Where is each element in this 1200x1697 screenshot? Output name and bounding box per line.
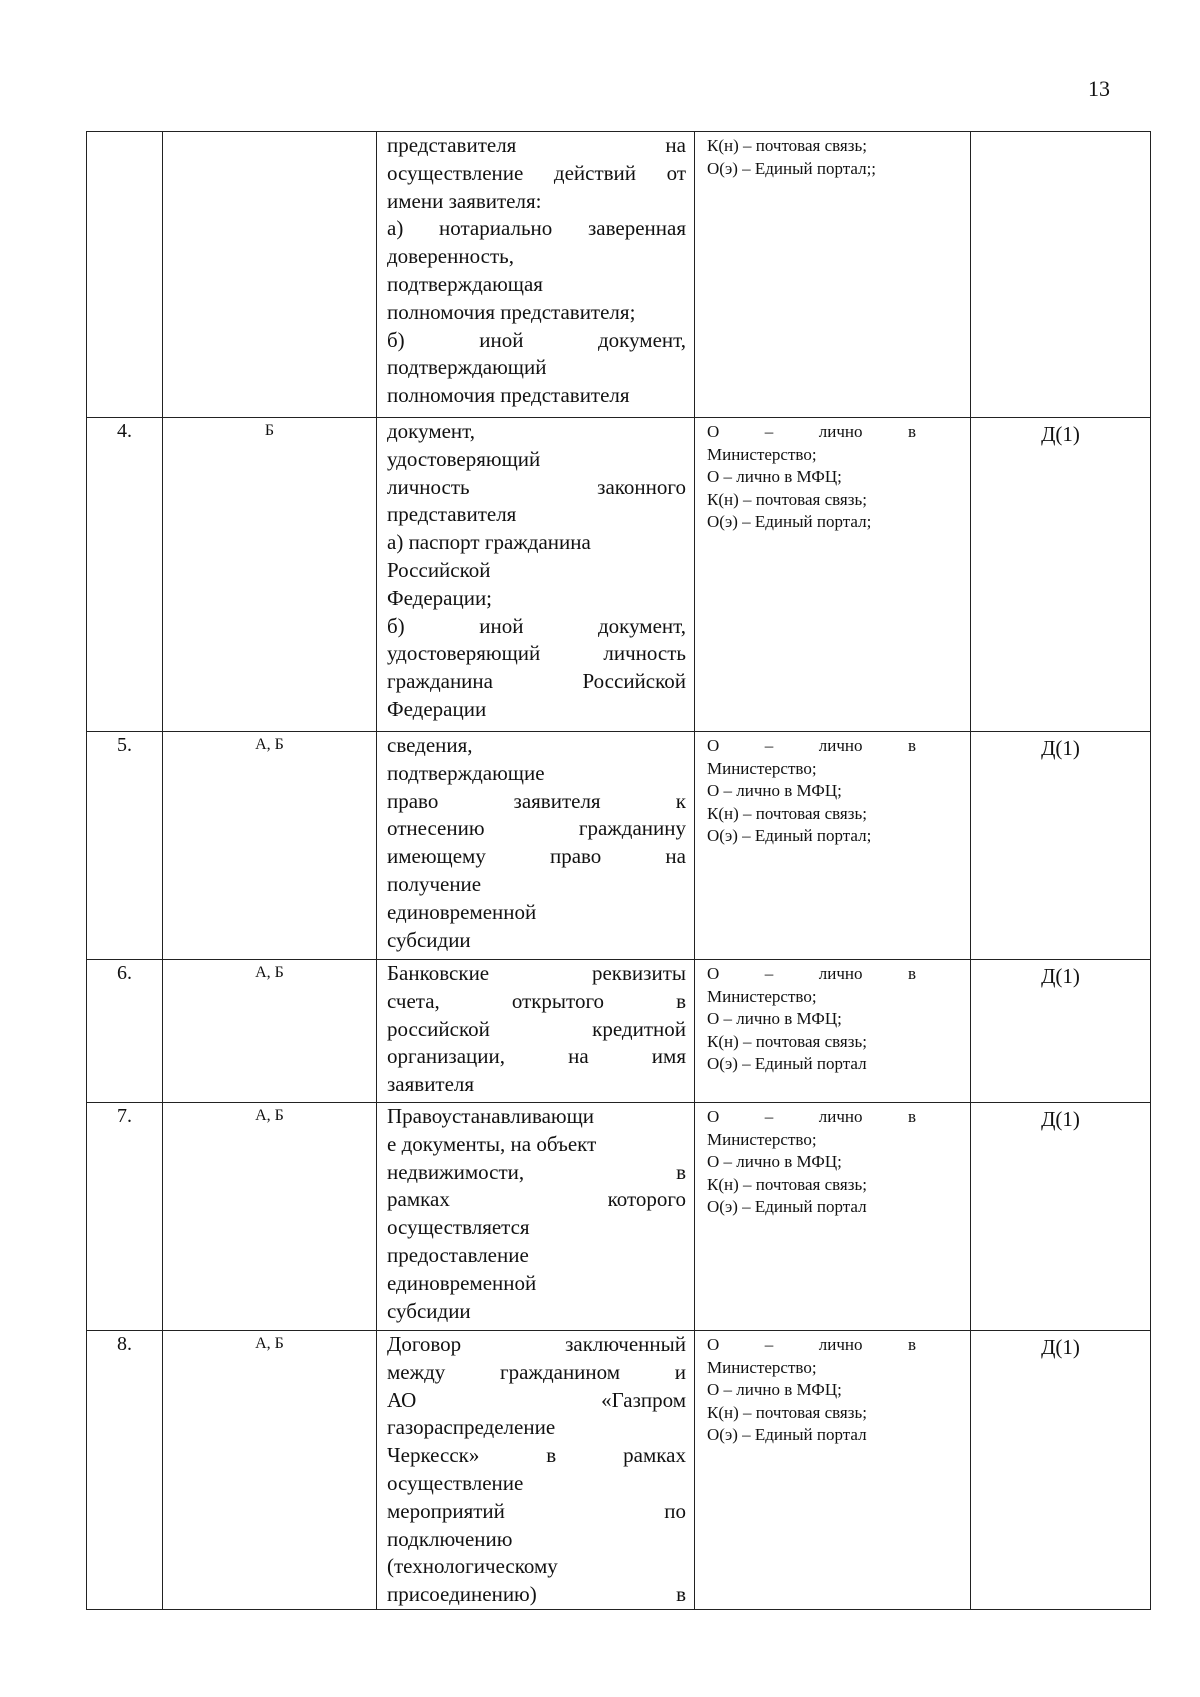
document-name-line: а) паспорт гражданина [387, 530, 591, 555]
document-name-line: осуществление [387, 1470, 524, 1495]
document-name-line: е документы, на объект [387, 1131, 597, 1156]
document-name-line: единовременной [387, 1270, 537, 1295]
documents-table [86, 131, 1151, 1610]
document-name-line: заявителя [387, 1072, 475, 1097]
submission-method-line: Министерство; [707, 986, 817, 1006]
submission-method-line: К(н) – почтовая связь; [707, 1031, 867, 1051]
row-number-cell [87, 132, 163, 418]
submission-method-line: О(э) – Единый портал [707, 1054, 867, 1073]
document-name-line: удостоверяющий личность [387, 641, 686, 666]
submission-method-cell [695, 1331, 971, 1610]
document-name-line: Черкесск» в рамках [387, 1443, 686, 1468]
document-name-line: полномочия представителя; [387, 299, 636, 324]
document-name-line: субсидии [387, 927, 471, 952]
document-name-line: газораспределение [387, 1415, 556, 1440]
submission-method-line: О – лично в [707, 736, 916, 755]
submission-method-cell [695, 1103, 971, 1331]
document-name-line: присоединению) в [387, 1582, 686, 1607]
table-row [87, 1103, 1151, 1331]
row-number-cell: 4. [87, 418, 163, 732]
submission-method-cell [695, 732, 971, 960]
submission-method-line: О(э) – Единый портал [707, 1197, 867, 1216]
document-name-line: недвижимости, в [387, 1159, 686, 1184]
page-number: 13 [1088, 76, 1110, 101]
document-name-line: представителя на [387, 133, 686, 157]
table-row [87, 960, 1151, 1103]
result-code-cell [971, 132, 1151, 418]
document-name-line: АО «Газпром [387, 1387, 686, 1412]
submission-method-line: О – лично в МФЦ; [707, 781, 842, 800]
document-name-line: российской кредитной [387, 1016, 686, 1041]
document-name-line: б) иной документ, [387, 327, 686, 352]
document-name-line: единовременной [387, 899, 537, 924]
document-name-line: осуществляется [387, 1215, 530, 1240]
applicant-category-cell [163, 132, 377, 418]
document-name-line: предоставление [387, 1242, 529, 1267]
document-name-cell [377, 418, 695, 732]
submission-method-line: Министерство; [707, 758, 817, 778]
submission-method-cell [695, 418, 971, 732]
document-name-line: гражданина Российской [387, 669, 686, 694]
document-name-line: полномочия представителя [387, 383, 630, 408]
document-name-line: представителя [387, 502, 517, 527]
document-name-line: субсидии [387, 1298, 471, 1323]
applicant-category-cell: Б [163, 418, 377, 732]
submission-method-line: Министерство; [707, 1357, 817, 1377]
document-name-line: Договор заключенный [387, 1332, 686, 1356]
row-number-cell: 6. [87, 960, 163, 1103]
document-name-line: Правоустанавливающи [387, 1104, 595, 1128]
document-name-line: подключению [387, 1526, 513, 1551]
document-name-cell [377, 732, 695, 960]
document-name-line: удостоверяющий [387, 446, 541, 471]
submission-method-cell [695, 960, 971, 1103]
submission-method-line: О – лично в МФЦ; [707, 1380, 842, 1399]
submission-method-line: К(н) – почтовая связь; [707, 489, 867, 509]
applicant-category-cell: А, Б [163, 960, 377, 1103]
submission-method-line: К(н) – почтовая связь; [707, 1174, 867, 1194]
document-name-line: осуществление действий от [387, 160, 686, 185]
submission-method-line: О – лично в МФЦ; [707, 1152, 842, 1171]
document-name-line: Банковские реквизиты [387, 961, 686, 985]
submission-method-cell [695, 132, 971, 418]
table-row [87, 418, 1151, 732]
document-name-line: документ, [387, 419, 476, 443]
submission-method-line: О – лично в [707, 1107, 916, 1126]
document-name-line: подтверждающая [387, 271, 543, 296]
document-name-line: а) нотариально заверенная [387, 216, 686, 241]
document-name-line: сведения, [387, 733, 473, 757]
submission-method-line: О(э) – Единый портал [707, 1425, 867, 1444]
submission-method-line: О – лично в МФЦ; [707, 1009, 842, 1028]
submission-method-line: К(н) – почтовая связь; [707, 803, 867, 823]
document-name-line: право заявителя к [387, 788, 686, 813]
submission-method-line: Министерство; [707, 444, 817, 464]
row-number-cell: 8. [87, 1331, 163, 1610]
submission-method-line: О(э) – Единый портал; [707, 512, 872, 531]
document-name-line: подтверждающие [387, 760, 545, 785]
document-name-cell [377, 1103, 695, 1331]
document-name-line: получение [387, 871, 482, 896]
document-name-line: имени заявителя: [387, 188, 542, 213]
submission-method-line: О – лично в [707, 964, 916, 983]
document-name-line: Российской [387, 557, 491, 582]
document-name-line: подтверждающий [387, 355, 547, 380]
submission-method-line: К(н) – почтовая связь; [707, 136, 867, 155]
document-name-line: Федерации; [387, 585, 493, 610]
document-name-line: между гражданином и [387, 1359, 686, 1384]
table-row [87, 1331, 1151, 1610]
document-name-line: личность законного [387, 474, 686, 499]
document-name-line: мероприятий по [387, 1498, 686, 1523]
submission-method-line: О – лично в [707, 422, 916, 441]
result-code-cell: Д(1) [971, 960, 1151, 1103]
document-name-line: организации, на имя [387, 1044, 686, 1069]
row-number-cell: 5. [87, 732, 163, 960]
document-name-line: б) иной документ, [387, 613, 686, 638]
table-row [87, 732, 1151, 960]
document-name-line: отнесению гражданину [387, 816, 686, 841]
submission-method-line: К(н) – почтовая связь; [707, 1402, 867, 1422]
document-name-line: имеющему право на [387, 844, 686, 869]
submission-method-line: О – лично в МФЦ; [707, 467, 842, 486]
document-name-cell [377, 132, 695, 418]
document-name-line: Федерации [387, 696, 487, 721]
submission-method-line: О(э) – Единый портал;; [707, 158, 877, 178]
submission-method-line: Министерство; [707, 1129, 817, 1149]
table-row [87, 132, 1151, 418]
document-name-line: (технологическому [387, 1554, 558, 1579]
submission-method-line: О – лично в [707, 1335, 916, 1354]
applicant-category-cell: А, Б [163, 732, 377, 960]
document-name-line: счета, открытого в [387, 988, 686, 1013]
result-code-cell: Д(1) [971, 418, 1151, 732]
document-name-cell [377, 960, 695, 1103]
documents-table-body [87, 132, 1151, 1610]
result-code-cell: Д(1) [971, 732, 1151, 960]
row-number-cell: 7. [87, 1103, 163, 1331]
result-code-cell: Д(1) [971, 1103, 1151, 1331]
document-name-cell [377, 1331, 695, 1610]
submission-method-line: О(э) – Единый портал; [707, 826, 872, 845]
result-code-cell: Д(1) [971, 1331, 1151, 1610]
document-name-line: доверенность, [387, 244, 514, 269]
document-name-line: рамках которого [387, 1187, 686, 1212]
applicant-category-cell: А, Б [163, 1331, 377, 1610]
applicant-category-cell: А, Б [163, 1103, 377, 1331]
